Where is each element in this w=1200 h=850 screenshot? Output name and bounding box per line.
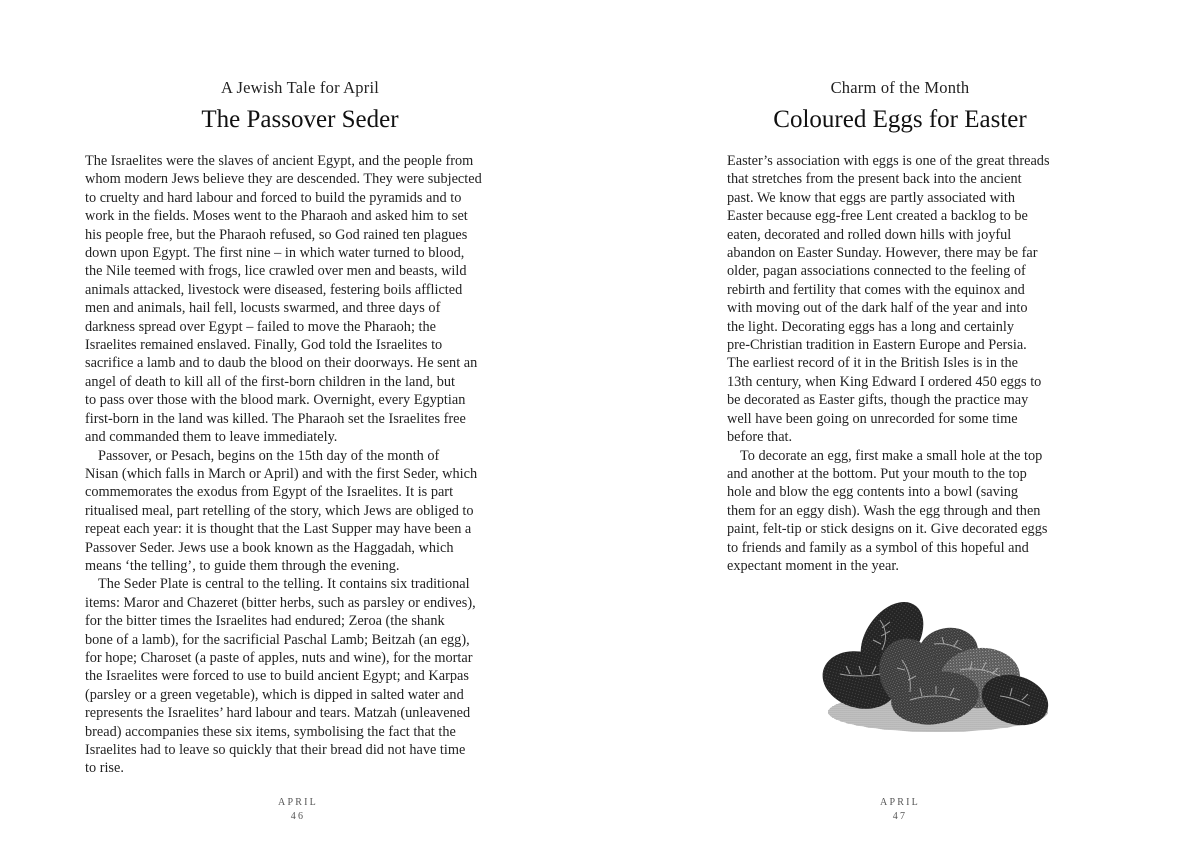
left-text-line: (parsley or a green vegetable), which is dipped in salted water and xyxy=(85,686,464,703)
left-title: The Passover Seder xyxy=(201,106,399,133)
left-text-line: Israelites had to leave so quickly that their bread did not have time xyxy=(85,742,466,758)
left-text-line: The Seder Plate is central to the telling. It contains six traditional xyxy=(98,576,470,593)
left-text-line: for the bitter times the Israelites had endured; Zeroa (the shank xyxy=(85,613,445,630)
left-kicker: A Jewish Tale for April xyxy=(220,78,380,97)
right-text-line: well have been going on unrecorded for some time xyxy=(727,410,1018,427)
left-text-line: items: Maror and Chazeret (bitter herbs, such as parsley or endives), xyxy=(85,594,476,611)
left-text-line: to cruelty and hard labour and forced to build the pyramids and to xyxy=(85,189,462,206)
right-text-line: To decorate an egg, first make a small hole at the top xyxy=(740,447,1043,464)
right-text-line: with moving out of the dark half of the year and into xyxy=(727,300,1028,317)
left-text-line: whom modern Jews believe they are descended. They were subjected xyxy=(85,171,482,188)
right-text-line: paint, felt-tip or stick designs on it. Give decorated eggs xyxy=(727,521,1048,538)
left-text-line: first-born in the land was killed. The Pharaoh set the Israelites free xyxy=(85,410,466,427)
left-page-number: 46 xyxy=(290,811,306,822)
left-text-line: for hope; Charoset (a paste of apples, nuts and wine), for the mortar xyxy=(85,649,473,666)
right-kicker: Charm of the Month xyxy=(830,78,970,97)
left-text-line: the Nile teemed with frogs, lice crawled over men and beasts, wild xyxy=(85,263,467,280)
right-folio xyxy=(600,796,1200,824)
left-text-line: ritualised meal, part retelling of the story, which Jews are obliged to xyxy=(85,502,474,519)
right-text-line: Easter because egg-free Lent created a backlog to be xyxy=(727,208,1028,225)
left-body-text xyxy=(85,152,517,778)
left-folio-month: APRIL xyxy=(278,797,318,808)
right-text-line: eaten, decorated and rolled down hills with joyful xyxy=(727,226,1012,243)
left-text-line: men and animals, hail fell, locusts swarmed, and three days of xyxy=(85,300,441,317)
right-text-line: rebirth and fertility that comes with the equinox and xyxy=(727,281,1025,298)
left-text-line: commemorates the exodus from Egypt of the Israelites. It is part xyxy=(85,484,454,501)
right-page xyxy=(600,0,1200,850)
right-page-number: 47 xyxy=(892,811,908,822)
right-text-line: hole and blow the egg contents into a bowl (saving xyxy=(727,484,1019,501)
right-text-line: older, pagan associations connected to the feeling of xyxy=(727,263,1026,280)
left-folio xyxy=(0,796,598,824)
right-text-line: the light. Decorating eggs has a long and certainly xyxy=(727,318,1015,335)
left-text-line: the Israelites were forced to use to build ancient Egypt; and Karpas xyxy=(85,668,469,685)
left-text-line: darkness spread over Egypt – failed to move the Pharaoh; the xyxy=(85,318,436,335)
left-text-line: means ‘the telling’, to guide them through the evening. xyxy=(85,557,400,574)
left-text-line: his people free, but the Pharaoh refused, so God rained ten plagues xyxy=(85,226,468,243)
right-text-line: them for an eggy dish). Wash the egg through and then xyxy=(727,502,1041,519)
left-text-line: Passover, or Pesach, begins on the 15th day of the month of xyxy=(98,447,440,464)
right-text-line: expectant moment in the year. xyxy=(727,557,899,574)
left-text-line: down upon Egypt. The first nine – in which water turned to blood, xyxy=(85,245,465,262)
left-text-line: sacrifice a lamb and to daub the blood on their doorways. He sent an xyxy=(85,355,478,372)
left-text-line: work in the fields. Moses went to the Pharaoh and asked him to set xyxy=(85,208,468,225)
left-text-line: angel of death to kill all of the first-born children in the land, but xyxy=(85,373,456,390)
right-text-line: Easter’s association with eggs is one of the great threads xyxy=(727,153,1050,169)
left-text-line: bone of a lamb), for the sacrificial Paschal Lamb; Beitzah (an egg), xyxy=(85,631,470,648)
right-text-line: past. We know that eggs are partly associated with xyxy=(727,189,1016,206)
left-text-line: and commanded them to leave immediately. xyxy=(85,429,338,446)
right-text-line: 13th century, when King Edward I ordered 450 eggs to xyxy=(727,373,1042,390)
right-text-line: that stretches from the present back into the ancient xyxy=(727,171,1022,188)
right-text-line: pre-Christian tradition in Eastern Europe and Persia. xyxy=(727,337,1027,354)
left-text-line: Passover Seder. Jews use a book known as the Haggadah, which xyxy=(85,539,454,556)
left-text-line: animals attacked, livestock were diseased, festering boils afflicted xyxy=(85,281,463,298)
right-folio-month: APRIL xyxy=(880,797,920,808)
left-text-line: Nisan (which falls in March or April) and with the first Seder, which xyxy=(85,465,478,482)
right-text-line: before that. xyxy=(727,429,793,446)
left-text-line: bread) accompanies these six items, symbolising the fact that the xyxy=(85,723,456,740)
right-text-line: abandon on Easter Sunday. However, there may be far xyxy=(727,245,1038,262)
left-text-line: to pass over those with the blood mark. Overnight, every Egyptian xyxy=(85,392,466,409)
left-text-line: repeat each year: it is thought that the Last Supper may have been a xyxy=(85,521,472,538)
left-text-line: The Israelites were the slaves of ancient Egypt, and the people from xyxy=(85,153,474,169)
left-text-line: to rise. xyxy=(85,760,124,777)
right-text-line: be decorated as Easter gifts, though the practice may xyxy=(727,392,1029,409)
left-text-line: Israelites remained enslaved. Finally, God told the Israelites to xyxy=(85,337,443,354)
decorated-eggs-illustration xyxy=(810,600,1060,740)
right-title: Coloured Eggs for Easter xyxy=(773,106,1027,133)
right-text-line: and another at the bottom. Put your mouth to the top xyxy=(727,465,1027,482)
right-text-line: The earliest record of it in the British Isles is in the xyxy=(727,355,1019,372)
left-text-line: represents the Israelites’ hard labour and tears. Matzah (unleavened xyxy=(85,705,471,722)
right-body-text xyxy=(727,152,1077,575)
right-text-line: to friends and family as a symbol of this hopeful and xyxy=(727,539,1029,556)
